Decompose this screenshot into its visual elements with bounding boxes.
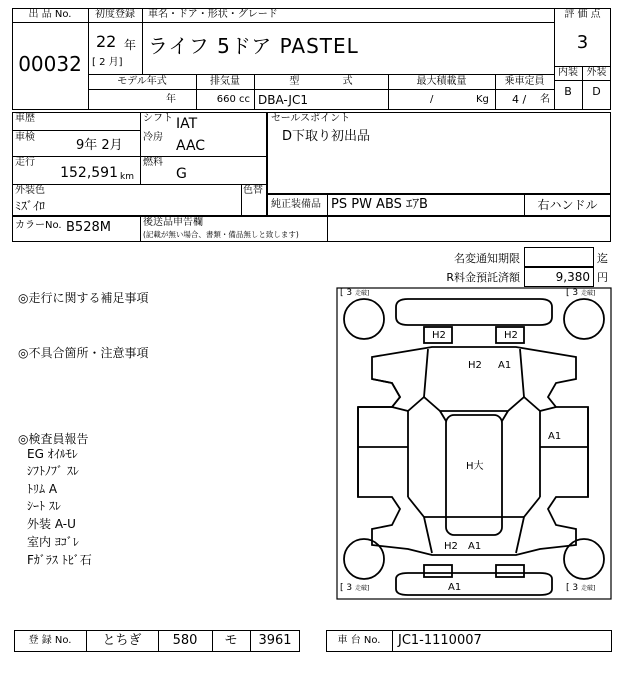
sales-point-block xyxy=(267,112,611,194)
divider xyxy=(12,184,267,185)
inspector-line: 外装 A-U xyxy=(27,517,76,531)
grade-value: 3 xyxy=(576,32,589,53)
grade-label: 評 価 点 xyxy=(564,9,601,20)
mark-hood-h2: H2 xyxy=(468,360,482,371)
recolor-label: 色替 xyxy=(243,185,263,196)
corner-bottom-right: [ 3 走破] xyxy=(566,583,596,593)
mark-trunk-h2: H2 xyxy=(444,541,458,552)
reg-kana: モ xyxy=(224,633,238,648)
max-load-unit: Kg xyxy=(476,94,489,105)
divider xyxy=(88,89,554,90)
lot-no-label: 出 品 No. xyxy=(28,9,72,20)
model-year-unit: 年 xyxy=(166,94,176,105)
year-unit: 年 xyxy=(124,38,137,52)
first-reg-month: [ 2 月] xyxy=(92,57,123,68)
reg-number: 3961 xyxy=(258,633,292,648)
divider xyxy=(327,194,328,216)
fuel-label: 燃料 xyxy=(143,157,163,168)
reg-no-label: 登 録 No. xyxy=(28,635,72,646)
ac: AAC xyxy=(176,138,206,154)
recycle-value: 9,380 xyxy=(555,270,590,284)
divider xyxy=(88,8,89,110)
history-label: 車歴 xyxy=(15,113,35,124)
mark-front-lamp-right: H2 xyxy=(504,330,518,341)
color-label: 外装色 xyxy=(15,185,45,196)
capacity: 4 / xyxy=(512,93,527,106)
inspector-line: 室内 ﾖｺﾞﾚ xyxy=(27,535,79,549)
divider xyxy=(327,216,328,242)
mark-rear-bumper: A1 xyxy=(448,582,462,593)
inspector-line: EG ｵｲﾙﾓﾚ xyxy=(27,447,78,461)
model-year-label: モデル年式 xyxy=(117,76,167,87)
exterior-grade: D xyxy=(592,85,601,98)
first-reg-year: 22 xyxy=(96,32,117,51)
defects-label: ◎不具合箇所・注意事項 xyxy=(18,346,149,360)
shift: IAT xyxy=(176,116,198,132)
divider xyxy=(12,22,88,23)
name-change-unit: 迄 xyxy=(597,252,608,265)
steering: 右ハンドル xyxy=(537,198,598,212)
inspector-line: ｼﾌﾄﾉﾌﾞ ｽﾚ xyxy=(27,464,79,478)
car-name-label: 車名・ドア・形状・グレード xyxy=(148,9,278,20)
equipment-label: 純正装備品 xyxy=(271,199,321,210)
sales-point: D下取り初出品 xyxy=(282,129,371,144)
divider xyxy=(392,630,393,652)
interior-grade: B xyxy=(564,85,572,98)
mileage: 152,591 xyxy=(60,165,118,181)
recycle-label: R料金預託済額 xyxy=(446,271,520,284)
corner-top-right: [ 3 走破] xyxy=(566,288,596,298)
max-load-label: 最大積載量 xyxy=(416,76,467,87)
inspector-label: ◎検査員報告 xyxy=(18,432,89,446)
mark-trunk-a1: A1 xyxy=(468,541,482,552)
recycle-unit: 円 xyxy=(597,271,608,284)
model: DBA-JC1 xyxy=(258,93,308,107)
name-change-value xyxy=(524,247,594,267)
inspector-line: Fｶﾞﾗｽ ﾄﾋﾞ石 xyxy=(27,553,92,567)
driving-notes-label: ◎走行に関する補足事項 xyxy=(18,291,149,305)
divider xyxy=(241,184,242,216)
inspector-line: ﾄﾘﾑ A xyxy=(27,482,58,496)
reg-class: 580 xyxy=(172,633,198,648)
model-label: 型 式 xyxy=(289,76,353,87)
divider xyxy=(12,156,267,157)
equipment: PS PW ABS ｴｱB xyxy=(331,197,428,212)
mileage-label: 走行 xyxy=(15,157,35,168)
first-reg-label: 初度登録 xyxy=(95,9,135,20)
divider xyxy=(140,112,141,184)
inspection-label: 車検 xyxy=(15,132,35,143)
name-change-label: 名変通知期限 xyxy=(454,252,520,265)
post-report-note: (記載が無い場合、書類・備品無しと致します) xyxy=(143,230,299,239)
ac-label: 冷房 xyxy=(143,132,163,143)
fuel: G xyxy=(176,166,187,182)
divider xyxy=(12,130,140,131)
shift-label: シフト xyxy=(143,113,173,124)
color: ﾐｽﾞｲﾛ xyxy=(15,199,46,213)
divider xyxy=(140,216,141,242)
mark-hood-a1: A1 xyxy=(498,360,512,371)
capacity-unit: 名 xyxy=(540,94,550,105)
capacity-label: 乗車定員 xyxy=(504,76,545,87)
lot-no: 00032 xyxy=(18,52,82,76)
divider xyxy=(142,8,143,74)
corner-top-left: [ 3 走破] xyxy=(340,288,370,298)
color-no: B528M xyxy=(66,220,111,235)
sales-point-label: セールスポイント xyxy=(271,113,351,124)
displacement: 660 cc xyxy=(216,94,250,105)
car-name: ライフ 5ドア PASTEL xyxy=(148,34,359,58)
reg-region: とちぎ xyxy=(102,633,142,648)
corner-bottom-left: [ 3 走破] xyxy=(340,583,370,593)
divider xyxy=(554,80,611,81)
mark-roof: H大 xyxy=(466,461,484,472)
mileage-unit: km xyxy=(120,172,134,182)
color-no-label: カラーNo. xyxy=(15,220,62,231)
chassis-label: 車 台 No. xyxy=(337,635,381,646)
mark-front-lamp-left: H2 xyxy=(432,330,446,341)
divider xyxy=(88,22,554,23)
mark-right-side-a1: A1 xyxy=(548,431,562,442)
inspection: 9年 2月 xyxy=(76,138,123,153)
divider xyxy=(88,74,554,75)
max-load-slash: / xyxy=(430,94,434,105)
interior-label: 内装 xyxy=(558,67,578,78)
displacement-label: 排気量 xyxy=(210,76,240,87)
post-report-label: 後送品申告欄 xyxy=(143,217,203,228)
car-damage-diagram xyxy=(336,287,612,600)
inspector-line: ｼｰﾄ ｽﾚ xyxy=(27,499,61,513)
chassis-no: JC1-1110007 xyxy=(398,633,482,648)
exterior-label: 外装 xyxy=(586,67,607,78)
